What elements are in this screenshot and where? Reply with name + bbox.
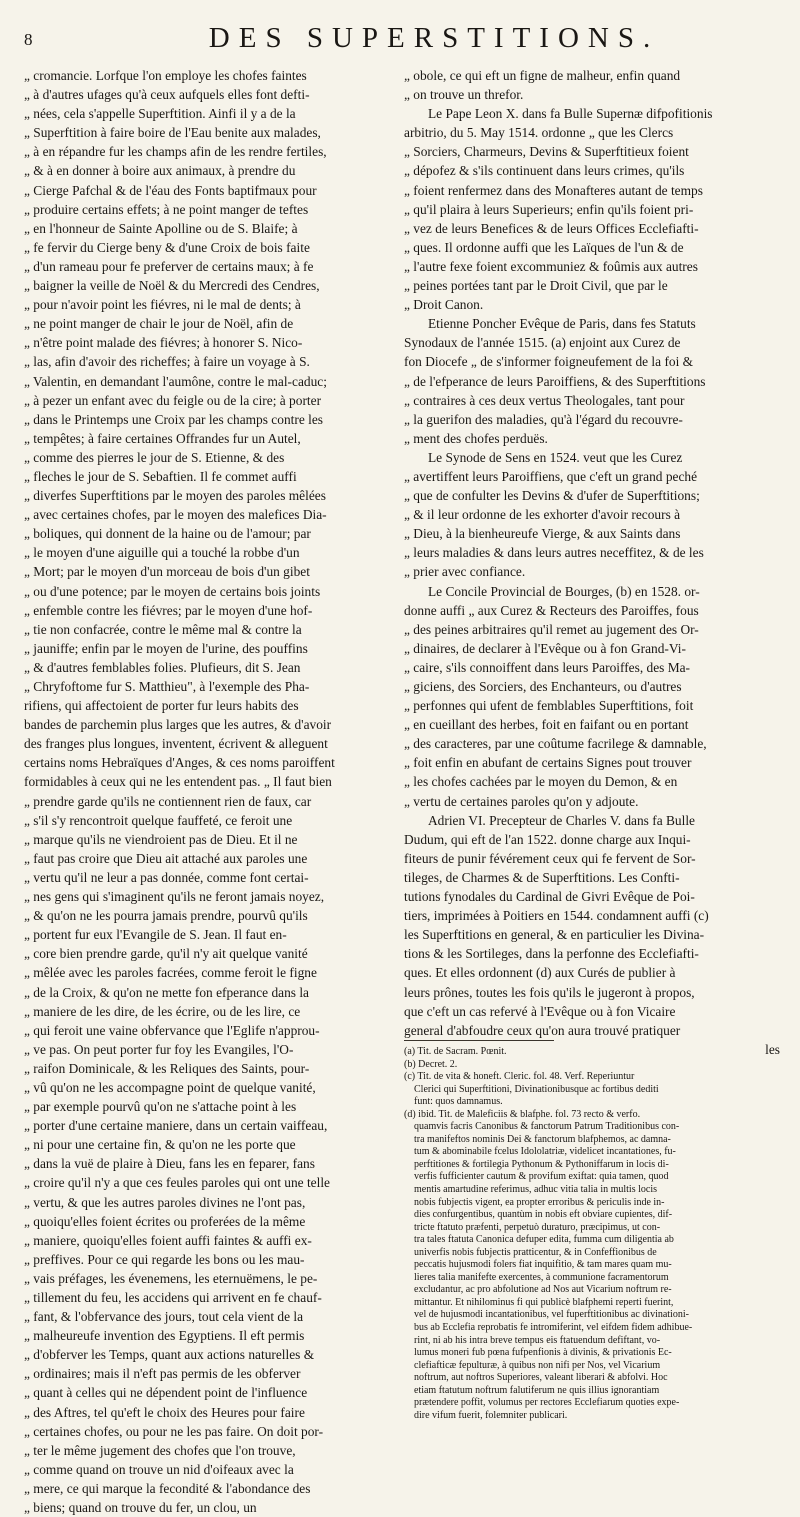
- text-line: „ & qu'on ne les pourra jamais prendre, pourvû qu'ils: [24, 908, 308, 924]
- text-line: „ des caracteres, par une coûtume facrilege & damnable,: [404, 736, 707, 752]
- footnote-line: nobis fubjectis vigent, ea propter erroribus & periculis inde in-: [414, 1196, 665, 1208]
- text-line: „ maniere de les dire, de les écrire, ou de les lire, ce: [24, 1003, 301, 1019]
- text-line: „ tempêtes; à faire certaines Offrandes fur un Autel,: [24, 430, 301, 446]
- footnote-line: tricte ftatuto præfenti, perpetuò duraturo, præcipimus, ut con-: [414, 1221, 661, 1233]
- text-line: donne auffi „ aux Curez & Recteurs des Paroiffes, fous: [404, 602, 699, 618]
- text-line: „ l'autre fexe foient excommuniez & foûmis aux autres: [404, 258, 698, 274]
- footnote-line: clefiafticæ fepulturæ, à quibus non nifi per Nos, vel Vicarium: [414, 1359, 661, 1371]
- text-line: „ ques. Il ordonne auffi que les Laïques de l'un & de: [404, 239, 684, 255]
- text-line: „ à d'autres ufages qu'à ceux aufquels elles font defti-: [24, 87, 310, 103]
- text-line: „ cromancie. Lorfque l'on employe les chofes faintes: [24, 68, 307, 83]
- text-line: „ porter d'une certaine maniere, dans un certain vaiffeau,: [24, 1118, 328, 1134]
- text-line: „ maniere, quoiqu'elles foient auffi faintes & auffi ex-: [24, 1232, 312, 1248]
- text-line: „ croire qu'il n'y a que ces feules paroles qui ont une telle: [24, 1175, 331, 1191]
- text-line: „ Dieu, à la bienheureufe Vierge, & aux Saints dans: [404, 526, 681, 542]
- text-line: bandes de parchemin plus larges que les autres, & d'avoir: [24, 717, 332, 733]
- text-line: „ d'obferver les Temps, quant aux actions naturelles &: [24, 1347, 315, 1363]
- running-title: DES SUPERSTITIONS.: [208, 22, 660, 54]
- text-line: „ baigner la veille de Noël & du Mercredi des Cendres,: [24, 278, 320, 294]
- footnote-line: dire vifum fuerit, folemniter publicari.: [414, 1409, 568, 1421]
- text-line: ques. Et elles ordonnent (d) aux Curés de publier à: [404, 965, 676, 981]
- footnote-line: univerfis nobis fubjectis pratticentur, & in Confeffionibus de: [414, 1246, 657, 1258]
- text-line: „ marque qu'ils ne viendroient pas de Dieu. Et il ne: [24, 831, 298, 847]
- text-line: „ la guerifon des maladies, qu'à l'égard du recouvre-: [404, 411, 683, 427]
- text-line: „ & d'autres femblables folies. Plufieurs, dit S. Jean: [24, 659, 301, 675]
- footnote-line: (b) Decret. 2.: [404, 1058, 458, 1070]
- text-line: „ vais préfages, les évenemens, les eternuëmens, le pe-: [24, 1270, 318, 1286]
- text-line: tileges, de Charmes & de Superftitions. Les Confti-: [404, 869, 680, 885]
- text-line: „ foit enfin en abufant de certains Signes pout trouver: [404, 755, 692, 771]
- text-line: „ dans le Printemps une Croix par les champs contre les: [24, 411, 323, 427]
- text-line: „ fleches le jour de S. Sebaftien. Il fe commet auffi: [24, 468, 297, 484]
- right-column: [404, 66, 780, 1059]
- text-line: Dudum, qui eft de l'an 1522. donne charge aux Inqui-: [404, 831, 691, 847]
- text-line: les Superftitions en general, & en particulier les Divina-: [404, 927, 705, 943]
- footnote-line: prætendere poffit, volumus per rectores Ecclefiarum quoties expe-: [414, 1397, 680, 1409]
- text-line: „ Mort; par le moyen d'un morceau de bois d'un gibet: [24, 564, 310, 580]
- text-line: „ le moyen d'une aiguille qui a touché la robbe d'un: [24, 545, 300, 561]
- text-line: „ on trouve un threfor.: [404, 87, 524, 103]
- text-line: „ ne point manger de chair le jour de Noël, afin de: [24, 316, 294, 332]
- footnote-line: mentis amartudine referimus, adhuc vitia talia in multis locis: [414, 1184, 657, 1196]
- text-line: „ diverfes Superftitions par le moyen des paroles mêlées: [24, 488, 326, 504]
- text-line: „ raifon Dominicale, & les Reliques des Saints, pour-: [24, 1060, 310, 1076]
- text-line: „ tie non confacrée, contre le même mal & contre la: [24, 621, 302, 637]
- text-line: „ n'être point malade des fiévres; à honorer S. Nico-: [24, 335, 303, 351]
- footnote-line: verfis fufficienter cautum & provifum exiftat: quia tamen, quod: [414, 1171, 669, 1183]
- text-line: „ & il leur ordonne de les exhorter d'avoir recours à: [404, 507, 681, 523]
- text-line: „ ve pas. On peut porter fur foy les Evangiles, l'O-: [24, 1041, 294, 1057]
- text-line: „ ter le même jugement des chofes que l'on trouve,: [24, 1442, 296, 1458]
- text-line: „ quant à celles qui ne dépendent point de l'influence: [24, 1385, 308, 1401]
- text-line: „ par exemple pourvû qu'on ne s'attache point à les: [24, 1099, 297, 1115]
- text-line: que c'eft un cas refervé à l'Evêque ou à fon Vicaire: [404, 1003, 676, 1019]
- text-line: „ biens; quand on trouve du fer, un clou, un: [24, 1500, 257, 1516]
- footnote-line: lieres talia manifefte exercentes, à communione facramentorum: [414, 1271, 669, 1283]
- text-line: „ Cierge Pafchal & de l'éau des Fonts baptifmaux pour: [24, 182, 317, 198]
- text-line: „ les chofes cachées par le moyen du Demon, & en: [404, 774, 678, 790]
- text-line: „ Superftition à faire boire de l'Eau benite aux malades,: [24, 125, 321, 141]
- text-line: „ & à en donner à boire aux animaux, à prendre du: [24, 163, 296, 179]
- left-column: [24, 66, 384, 1517]
- footnote-line: tra tales ftatuta Canonica defuper edita, fumma cum diligentia ab: [414, 1234, 674, 1246]
- text-line: „ d'un rameau pour fe preferver de certains maux; à fe: [24, 258, 314, 274]
- text-line: „ mêlée avec les paroles facrées, comme feroit le figne: [24, 965, 317, 981]
- text-line: Adrien VI. Precepteur de Charles V. dans fa Bulle: [428, 812, 696, 828]
- text-line: leurs prônes, toutes les fois qu'ils le jugeront à propos,: [404, 984, 695, 1000]
- text-line: „ vû qu'on ne les accompagne point de quelque vanité,: [24, 1079, 316, 1095]
- text-line: tutions fynodales du Cardinal de Givri Evêque de Poi-: [404, 889, 695, 905]
- text-line: „ comme des pierres le jour de S. Etienne, & des: [24, 449, 285, 465]
- text-line: „ giciens, des Sorciers, des Enchanteurs, ou d'autres: [404, 679, 682, 694]
- text-line: „ portent fur eux l'Evangile de S. Jean. Il faut en-: [24, 927, 287, 943]
- text-line: tions & les Sortileges, dans la perfonne des Ecclefiafti-: [404, 946, 699, 962]
- text-line: arbitrio, du 5. May 1514. ordonne „ que les Clercs: [404, 125, 674, 141]
- footnotes: [404, 1046, 780, 1422]
- text-line: „ contraires à ces deux vertus Theologales, tant pour: [404, 392, 685, 408]
- text-line: „ jauniffe; enfin par le moyen de l'urine, des pouffins: [24, 640, 308, 656]
- text-line: „ boliques, qui donnent de la haine ou de l'amour; par: [24, 526, 311, 542]
- text-line: „ dinaires, de declarer à l'Evêque ou à fon Grand-Vi-: [404, 640, 686, 656]
- text-line: formidables à ceux qui ne les entendent pas. „ Il faut bien: [24, 774, 332, 790]
- text-line: „ nes gens qui s'imaginent qu'ils ne feront jamais noyez,: [24, 889, 325, 905]
- text-line: „ en l'honneur de Sainte Apolline ou de S. Blaife; à: [24, 220, 298, 236]
- text-line: „ des Aftres, tel qu'eft le choix des Heures pour faire: [24, 1404, 305, 1420]
- footnote-line: etiam ftatutum noftrum falutiferum ne quis illius ignorantiam: [414, 1384, 660, 1396]
- text-line: „ vertu qu'il ne leur a pas donnée, comme font certai-: [24, 869, 309, 885]
- footnote-line: (c) Tit. de vita & honeft. Cleric. fol. 48. Verf. Reperiuntur: [404, 1071, 635, 1083]
- text-line: „ à en répandre fur les champs afin de les rendre fertiles,: [24, 144, 327, 160]
- text-line: rifiens, qui affectoient de porter fur leurs habits des: [24, 698, 299, 714]
- footnote-line: peccatis hujusmodi folers fiat inquifitio, & tam mares quam mu-: [414, 1259, 672, 1271]
- footnote-line: dies confurgentibus, quantùm in nobis eft obviare cupientes, dif-: [414, 1209, 673, 1221]
- text-line: „ vertu de certaines paroles qu'on y adjoute.: [404, 793, 639, 809]
- text-line: „ Chryfoftome fur S. Matthieu", à l'exemple des Pha-: [24, 679, 310, 694]
- page-header: [0, 22, 800, 62]
- footnote-line: (a) Tit. de Sacram. Pœnit.: [404, 1046, 507, 1057]
- text-line: „ caire, s'ils connoiffent dans leurs Paroiffes, des Ma-: [404, 659, 691, 675]
- text-line: „ ment des chofes perduës.: [404, 430, 548, 446]
- text-line: „ en cueillant des herbes, foit en faifant ou en portant: [404, 717, 689, 733]
- text-line: „ ou d'une potence; par le moyen de certains bois joints: [24, 583, 321, 599]
- footnote-line: noftrum, aut noftros Superiores, valeant liberari & abfolvi. Hoc: [414, 1372, 668, 1384]
- text-line: les: [765, 1041, 780, 1057]
- text-line: „ ni pour une certaine fin, & qu'on ne les porte que: [24, 1137, 296, 1153]
- text-line: „ prier avec confiance.: [404, 564, 526, 580]
- text-line: fon Diocefe „ de s'informer foigneufement de la foi &: [404, 354, 694, 370]
- text-line: „ Droit Canon.: [404, 297, 484, 313]
- text-line: „ preffives. Pour ce qui regarde les bons ou les mau-: [24, 1251, 305, 1267]
- text-line: „ vez de leurs Benefices & de leurs Offices Ecclefiafti-: [404, 220, 699, 236]
- text-line: „ leurs maladies & dans leurs autres neceffitez, & de les: [404, 545, 704, 561]
- text-line: Etienne Poncher Evêque de Paris, dans fes Statuts: [428, 316, 696, 332]
- text-line: „ des peines arbitraires qu'il remet au jugement des Or-: [404, 621, 699, 637]
- footnote-line: (d) ibid. Tit. de Maleficiis & blafphe. fol. 73 recto & verfo.: [404, 1108, 641, 1120]
- footnote-line: Clerici qui Superftitioni, Divinationibusque ac fortibus dediti: [414, 1083, 659, 1095]
- text-line: „ peines portées tant par le Droit Civil, que par le: [404, 278, 668, 294]
- text-line: „ ordinaires; mais il n'eft pas permis de les obferver: [24, 1366, 301, 1382]
- text-line: „ mere, ce qui marque la fecondité & l'abondance des: [24, 1480, 311, 1496]
- text-line: des franges plus longues, inventent, écrivent & alleguent: [24, 736, 328, 752]
- text-line: „ dans la vuë de plaire à Dieu, fans les en feparer, fans: [24, 1156, 315, 1172]
- text-line: „ malheureufe invention des Egyptiens. Il eft permis: [24, 1328, 305, 1344]
- footnote-line: bus ab Ecclefia reprobatis fe intromiferint, vel eifdem fidem adhibue-: [414, 1322, 693, 1334]
- footnote-line: tum & abominabile fcelus Idololatriæ, videlicet incantationes, fu-: [414, 1146, 676, 1158]
- text-line: „ pour n'avoir point les fiévres, ni le mal de dents; à: [24, 297, 301, 313]
- text-line: „ avertiffent leurs Paroiffiens, que c'eft un grand peché: [404, 468, 698, 484]
- footnote-line: rint, ni ab his intra breve tempus eis ftatuendum defiftant, vo-: [414, 1334, 661, 1346]
- text-line: „ de l'efperance de leurs Paroiffiens, & des Superftitions: [404, 373, 706, 389]
- text-line: „ perfonnes qui ufent de femblables Superftitions, foit: [404, 698, 694, 714]
- text-line: „ dépofez & s'ils continuent dans leurs crimes, qu'ils: [404, 163, 685, 179]
- text-line: „ quoiqu'elles foient écrites ou proferées de la même: [24, 1213, 306, 1229]
- text-line: „ core bien prendre garde, qu'il n'y ait quelque vanité: [24, 946, 308, 962]
- text-line: „ comme quand on trouve un nid d'oifeaux avec la: [24, 1461, 294, 1477]
- text-line: „ foient renfermez dans des Monafteres autant de temps: [404, 182, 703, 198]
- text-line: „ de la Croix, & qu'on ne mette fon efperance dans la: [24, 984, 309, 1000]
- text-line: „ vertu, & que les autres paroles divines ne l'ont pas,: [24, 1194, 306, 1210]
- text-line: „ que de confulter les Devins & d'ufer de Superftitions;: [404, 488, 700, 504]
- text-line: „ las, afin d'avoir des richeffes; à faire un voyage à S.: [24, 354, 310, 370]
- footnote-line: tra manifeftos nominis Dei & fanctorum blafphemos, ac damna-: [414, 1133, 671, 1145]
- footnote-line: lumus moneri fub pœna fufpenfionis à divinis, & privationis Ec-: [414, 1347, 672, 1359]
- text-line: „ tillement du feu, les accidens qui arrivent en fe chauf-: [24, 1290, 322, 1305]
- text-line: „ prendre garde qu'ils ne contiennent rien de faux, car: [24, 793, 312, 809]
- footnote-line: mittantur. Et nihilominus fi qui publicè blafphemi reperti fuerint,: [414, 1296, 674, 1308]
- text-line: „ à pezer un enfant avec du feigle ou de la cire; à porter: [24, 392, 322, 408]
- text-line: „ Sorciers, Charmeurs, Devins & Superftitieux foient: [404, 144, 689, 160]
- footnote-rule: [404, 1040, 554, 1041]
- text-line: „ enfemble contre les fiévres; par le moyen d'une hof-: [24, 602, 313, 618]
- page-number: 8: [24, 30, 33, 49]
- text-line: fiteurs de punir févérement ceux qui fe fervent de Sor-: [404, 850, 696, 866]
- text-line: „ faut pas croire que Dieu ait attaché aux paroles une: [24, 850, 308, 866]
- text-line: „ fant, & l'obfervance des jours, tout cela vient de la: [24, 1309, 304, 1325]
- text-line: Synodaux de l'année 1515. (a) enjoint aux Curez de: [404, 335, 681, 351]
- footnote-line: perftitiones & fortilegia Pythonum & Pythoniffarum in locis di-: [414, 1158, 669, 1170]
- footnote-line: quamvis facris Canonibus & fanctorum Patrum Traditionibus con-: [414, 1121, 680, 1133]
- text-line: „ fe fervir du Cierge beny & d'une Croix de bois faite: [24, 239, 310, 255]
- text-line: Le Concile Provincial de Bourges, (b) en 1528. or-: [428, 583, 700, 599]
- text-line: „ avec certaines chofes, par le moyen des malefices Dia-: [24, 507, 327, 523]
- text-line: „ nées, cela s'appelle Superftition. Ainfi il y a de la: [24, 106, 296, 122]
- footnote-line: excludantur, ac pro abfolutione ad Nos aut Vicarium noftrum re-: [414, 1284, 672, 1296]
- footnote-line: funt: quos damnamus.: [414, 1096, 503, 1108]
- text-line: „ produire certains effets; à ne point manger de teftes: [24, 201, 309, 217]
- text-line: certains noms Hebraïques d'Anges, & ces noms paroiffent: [24, 755, 335, 771]
- text-line: general d'abfoudre ceux qu'on aura trouvé pratiquer: [404, 1022, 681, 1038]
- text-line: „ obole, ce qui eft un figne de malheur, enfin quand: [404, 68, 681, 83]
- text-line: „ qu'il plaira à leurs Superieurs; enfin qu'ils foient pri-: [404, 201, 694, 217]
- text-line: „ certaines chofes, ou pour ne les pas faire. On doit por-: [24, 1423, 324, 1439]
- text-line: Le Pape Leon X. dans fa Bulle Supernæ difpofitionis: [428, 106, 713, 122]
- text-line: „ Valentin, en demandant l'aumône, contre le mal-caduc;: [24, 373, 327, 389]
- footnote-line: vel de hujusmodi incantationibus, vel fuperftitionibus ac divinationi-: [414, 1309, 689, 1321]
- text-line: „ s'il s'y rencontroit quelque fauffeté, ce feroit une: [24, 812, 293, 828]
- text-line: „ qui feroit une vaine obfervance que l'Eglife n'approu-: [24, 1022, 320, 1038]
- text-line: Le Synode de Sens en 1524. veut que les Curez: [428, 449, 683, 465]
- text-line: tiers, imprimées à Poitiers en 1544. condamnent auffi (c): [404, 908, 709, 924]
